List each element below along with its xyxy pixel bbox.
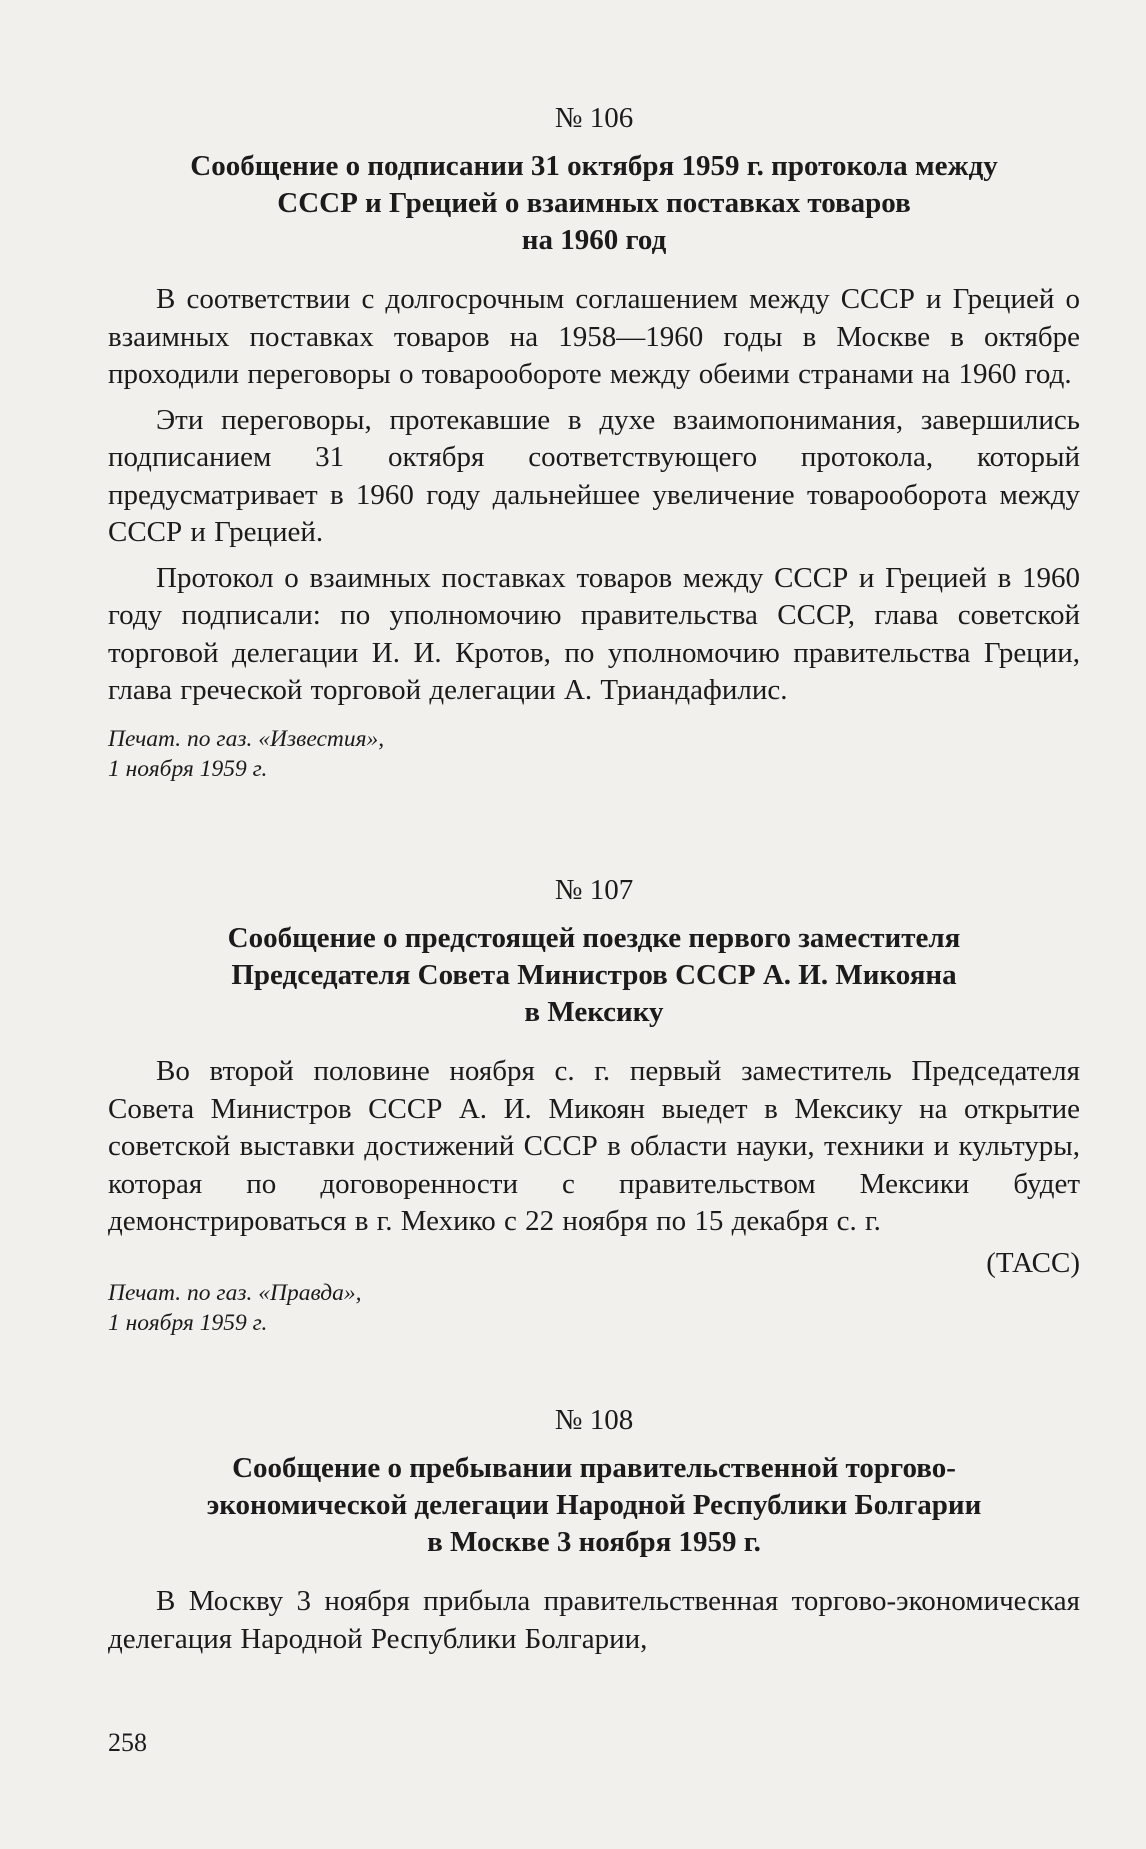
title-line: Сообщение о подписании 31 октября 1959 г. протокола между <box>190 150 998 182</box>
source-line: 1 ноября 1959 г. <box>108 755 268 782</box>
document-number: № 107 <box>554 874 634 906</box>
document-number: № 108 <box>554 1404 634 1436</box>
source-line: Печат. по газ. «Правда», <box>108 1279 362 1306</box>
body-paragraph: Протокол о взаимных поставках товаров между СССР и Грецией в 1960 году подписали: по уполномочию правительства СССР, глава советской торговой делегации И. И. Кротов, по уполномочию правительства Греции, глава греческой торговой делегации А. Триандафилис. <box>108 561 1080 706</box>
title-line: в Москве 3 ноября 1959 г. <box>427 1526 761 1558</box>
body-paragraph: Эти переговоры, протекавшие в духе взаимопонимания, завершились подписанием 31 октября соответствующего протокола, который предусматривает в 1960 году дальнейшее увеличение товарооборота между СССР и Грецией. <box>108 403 1080 548</box>
title-line: СССР и Грецией о взаимных поставках товаров <box>277 187 911 219</box>
document-title <box>108 920 1080 1031</box>
document-title <box>108 1450 1080 1561</box>
source-note <box>108 724 508 784</box>
source-note <box>108 1278 508 1338</box>
document-page <box>108 100 1080 1655</box>
title-line: на 1960 год <box>521 224 667 256</box>
title-line: экономической делегации Народной Республики Болгарии <box>206 1489 982 1521</box>
document-number: № 106 <box>554 102 634 134</box>
title-line: Председателя Совета Министров СССР А. И. Микояна <box>231 959 957 991</box>
title-line: в Мексику <box>524 996 664 1028</box>
document-108 <box>108 1402 1080 1666</box>
source-line: Печат. по газ. «Известия», <box>108 725 385 752</box>
title-line: Сообщение о пребывании правительственной торгово- <box>232 1452 956 1484</box>
body-paragraph: Во второй половине ноября с. г. первый заместитель Председателя Совета Министров СССР А. И. Микоян выедет в Мексику на открытие советской выставки достижений СССР в области науки, техники и культуры, которая по договоренности с правительством Мексики будет демонстрироваться в г. Мехико с 22 ноября по 15 декабря с. г. <box>108 1055 1080 1237</box>
signature-tass: (ТАСС) <box>986 1246 1080 1279</box>
body-paragraph: В соответствии с долгосрочным соглашением между СССР и Грецией о взаимных поставках товаров на 1958—1960 годы в Москве в октябре проходили переговоры о товарообороте между обеими странами на 1960 год. <box>108 283 1080 390</box>
document-106 <box>108 100 1080 784</box>
document-title <box>108 148 1080 259</box>
page-number: 258 <box>108 1728 147 1757</box>
body-paragraph: В Москву 3 ноября прибыла правительственная торгово-экономическая делегация Народной Республики Болгарии, <box>108 1585 1080 1655</box>
document-107 <box>108 872 1080 1338</box>
title-line: Сообщение о предстоящей поездке первого заместителя <box>227 922 961 954</box>
source-line: 1 ноября 1959 г. <box>108 1309 268 1336</box>
